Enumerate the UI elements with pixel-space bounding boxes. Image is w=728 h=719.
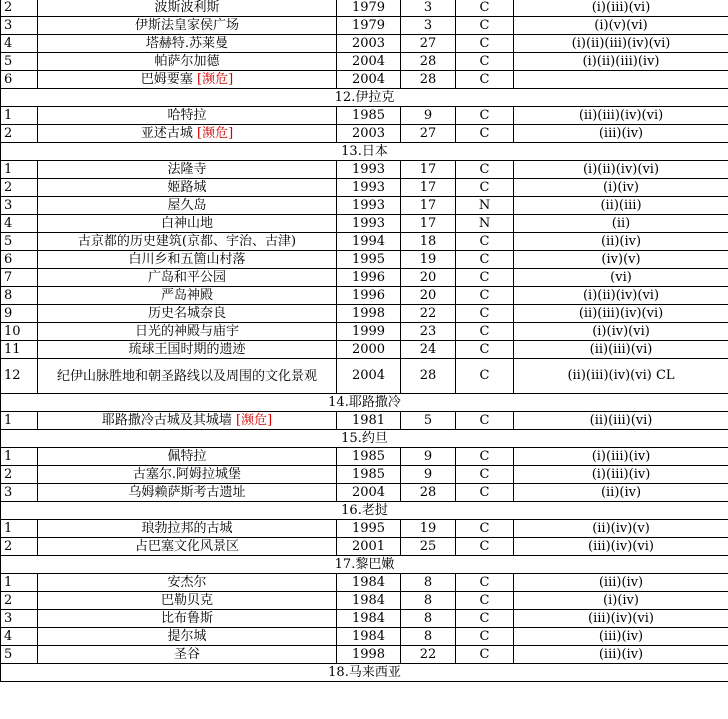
site-name-cell — [38, 161, 337, 179]
inscription-year: 1984 — [337, 592, 401, 610]
site-number: 1 — [1, 574, 38, 592]
site-name: 亚述古城 — [140, 125, 193, 141]
session-number: 28 — [401, 484, 456, 502]
site-name-cell — [38, 574, 337, 592]
inscription-year: 2004 — [337, 71, 401, 89]
country-section-title: 16.老挝 — [1, 502, 728, 520]
session-number: 3 — [401, 0, 456, 17]
criteria: (iv)(v) — [514, 251, 728, 269]
inscription-year: 1993 — [337, 161, 401, 179]
site-name: 琅勃拉邦的古城 — [141, 520, 233, 536]
site-type: C — [456, 287, 514, 305]
inscription-year: 1981 — [337, 412, 401, 430]
site-row — [1, 646, 728, 664]
inscription-year: 1996 — [337, 269, 401, 287]
inscription-year: 1979 — [337, 0, 401, 17]
site-row — [1, 323, 728, 341]
session-number: 22 — [401, 646, 456, 664]
criteria: (i)(ii)(iv)(vi) — [514, 161, 728, 179]
site-type: N — [456, 197, 514, 215]
site-row — [1, 161, 728, 179]
site-name: 姬路城 — [167, 179, 207, 195]
endangered-badge: [濒危] — [236, 412, 273, 428]
site-type: C — [456, 466, 514, 484]
site-type: C — [456, 71, 514, 89]
session-number: 8 — [401, 610, 456, 628]
site-number: 5 — [1, 53, 38, 71]
site-row — [1, 538, 728, 556]
criteria: (ii)(iii)(iv)(vi) — [514, 107, 728, 125]
country-section-title: 15.约旦 — [1, 430, 728, 448]
site-type: C — [456, 107, 514, 125]
session-number: 28 — [401, 53, 456, 71]
session-number: 25 — [401, 538, 456, 556]
session-number: 9 — [401, 107, 456, 125]
site-number: 2 — [1, 179, 38, 197]
session-number: 19 — [401, 251, 456, 269]
site-name-cell — [38, 125, 337, 143]
criteria: (ii)(iv) — [514, 484, 728, 502]
site-name-cell — [38, 287, 337, 305]
criteria: (i)(ii)(iii)(iv)(vi) — [514, 35, 728, 53]
site-number: 7 — [1, 269, 38, 287]
site-number: 4 — [1, 215, 38, 233]
session-number: 9 — [401, 466, 456, 484]
site-number: 2 — [1, 125, 38, 143]
session-number: 8 — [401, 592, 456, 610]
site-number: 1 — [1, 448, 38, 466]
criteria: (ii)(iii)(vi) — [514, 341, 728, 359]
site-number: 11 — [1, 341, 38, 359]
site-type: C — [456, 179, 514, 197]
country-section-title: 17.黎巴嫩 — [1, 556, 728, 574]
country-section-row — [1, 664, 728, 682]
site-name: 严岛神殿 — [160, 287, 213, 303]
site-type: C — [456, 448, 514, 466]
site-name-cell — [38, 538, 337, 556]
inscription-year: 2004 — [337, 53, 401, 71]
site-name: 佩特拉 — [167, 448, 207, 464]
session-number: 3 — [401, 17, 456, 35]
country-section-title: 13.日本 — [1, 143, 728, 161]
site-name: 伊斯法皇家侯广场 — [134, 17, 239, 33]
inscription-year: 2003 — [337, 35, 401, 53]
site-name: 巴勒贝克 — [160, 592, 213, 608]
site-name: 提尔城 — [167, 628, 207, 644]
site-name-cell — [38, 215, 337, 233]
site-name-cell — [38, 17, 337, 35]
session-number: 22 — [401, 305, 456, 323]
site-number: 6 — [1, 251, 38, 269]
site-number: 2 — [1, 538, 38, 556]
inscription-year: 2000 — [337, 341, 401, 359]
site-name-cell — [38, 448, 337, 466]
site-name-cell — [38, 484, 337, 502]
site-type: C — [456, 359, 514, 394]
site-number: 3 — [1, 17, 38, 35]
site-type: C — [456, 323, 514, 341]
inscription-year: 1993 — [337, 197, 401, 215]
site-row — [1, 574, 728, 592]
session-number: 5 — [401, 412, 456, 430]
inscription-year: 1985 — [337, 466, 401, 484]
site-type: C — [456, 520, 514, 538]
session-number: 9 — [401, 448, 456, 466]
site-name-cell — [38, 520, 337, 538]
site-name-cell — [38, 269, 337, 287]
site-type: C — [456, 646, 514, 664]
site-name-cell — [38, 610, 337, 628]
endangered-badge: [濒危] — [197, 125, 234, 141]
country-section-row — [1, 502, 728, 520]
country-section-row — [1, 143, 728, 161]
site-name: 安杰尔 — [167, 574, 207, 590]
site-row — [1, 359, 728, 394]
site-row — [1, 107, 728, 125]
site-row — [1, 17, 728, 35]
criteria: (vi) — [514, 269, 728, 287]
session-number: 24 — [401, 341, 456, 359]
site-type: C — [456, 53, 514, 71]
site-number: 2 — [1, 0, 38, 17]
criteria: (i)(v)(vi) — [514, 17, 728, 35]
site-type: C — [456, 538, 514, 556]
inscription-year: 1993 — [337, 215, 401, 233]
criteria: (ii)(iv)(v) — [514, 520, 728, 538]
inscription-year: 2004 — [337, 359, 401, 394]
site-row — [1, 287, 728, 305]
site-number: 3 — [1, 484, 38, 502]
site-name-cell — [38, 35, 337, 53]
site-row — [1, 610, 728, 628]
site-number: 4 — [1, 628, 38, 646]
site-number: 4 — [1, 35, 38, 53]
criteria: (i)(iv) — [514, 179, 728, 197]
session-number: 23 — [401, 323, 456, 341]
criteria: (i)(iii)(vi) — [514, 0, 728, 17]
site-number: 1 — [1, 161, 38, 179]
site-row — [1, 215, 728, 233]
country-section-title: 12.伊拉克 — [1, 89, 728, 107]
site-name: 哈特拉 — [167, 107, 207, 123]
site-number: 1 — [1, 520, 38, 538]
site-number: 9 — [1, 305, 38, 323]
site-name-cell — [38, 0, 337, 17]
inscription-year: 1985 — [337, 448, 401, 466]
criteria: (iii)(iv) — [514, 628, 728, 646]
inscription-year: 1979 — [337, 17, 401, 35]
country-section-row — [1, 394, 728, 412]
session-number: 27 — [401, 125, 456, 143]
inscription-year: 1995 — [337, 520, 401, 538]
site-number: 6 — [1, 71, 38, 89]
country-section-row — [1, 89, 728, 107]
site-row — [1, 628, 728, 646]
site-name: 古京都的历史建筑(京都、宇治、古津) — [77, 233, 297, 249]
site-name: 屋久岛 — [167, 197, 207, 213]
site-name-cell — [38, 71, 337, 89]
site-name-cell — [38, 412, 337, 430]
site-row — [1, 71, 728, 89]
inscription-year: 1998 — [337, 305, 401, 323]
inscription-year: 1993 — [337, 179, 401, 197]
criteria: (iii)(iv) — [514, 574, 728, 592]
session-number: 17 — [401, 197, 456, 215]
site-type: C — [456, 17, 514, 35]
site-name: 纪伊山脉胜地和朝圣路线以及周围的文化景观 — [56, 368, 317, 384]
site-name: 波斯波利斯 — [154, 0, 220, 15]
site-type: C — [456, 610, 514, 628]
site-name: 耶路撒冷古城及其城墙 — [101, 412, 232, 428]
criteria: (ii)(iii)(iv)(vi) — [514, 305, 728, 323]
site-number: 10 — [1, 323, 38, 341]
site-number: 2 — [1, 466, 38, 484]
site-name-cell — [38, 197, 337, 215]
criteria: (i)(iv)(vi) — [514, 323, 728, 341]
site-name: 塔赫特.苏莱曼 — [145, 35, 229, 51]
site-number: 5 — [1, 233, 38, 251]
site-name-cell — [38, 466, 337, 484]
site-name: 历史名城奈良 — [147, 305, 226, 321]
session-number: 8 — [401, 628, 456, 646]
criteria: (ii)(iv) — [514, 233, 728, 251]
site-type: C — [456, 0, 514, 17]
site-row — [1, 592, 728, 610]
country-section-row — [1, 430, 728, 448]
site-row — [1, 412, 728, 430]
site-row — [1, 125, 728, 143]
inscription-year: 1998 — [337, 646, 401, 664]
country-section-row — [1, 556, 728, 574]
criteria: (ii) — [514, 215, 728, 233]
session-number: 17 — [401, 215, 456, 233]
site-name: 占巴塞文化风景区 — [134, 538, 239, 554]
site-name: 日光的神殿与庙宇 — [134, 323, 239, 339]
criteria: (ii)(iii)(iv)(vi) CL — [514, 359, 728, 394]
inscription-year: 1995 — [337, 251, 401, 269]
inscription-year: 1984 — [337, 610, 401, 628]
site-number: 3 — [1, 610, 38, 628]
session-number: 27 — [401, 35, 456, 53]
site-name-cell — [38, 323, 337, 341]
inscription-year: 2003 — [337, 125, 401, 143]
site-number: 8 — [1, 287, 38, 305]
site-type: C — [456, 233, 514, 251]
site-row — [1, 179, 728, 197]
site-name: 琉球王国时期的遗迹 — [128, 341, 246, 357]
site-row — [1, 520, 728, 538]
site-row — [1, 53, 728, 71]
inscription-year: 1999 — [337, 323, 401, 341]
site-name: 帕萨尔加德 — [154, 53, 220, 69]
site-name-cell — [38, 53, 337, 71]
site-name: 圣谷 — [173, 646, 200, 662]
criteria: (i)(iii)(iv) — [514, 448, 728, 466]
inscription-year: 1984 — [337, 574, 401, 592]
criteria: (ii)(iii)(vi) — [514, 412, 728, 430]
site-name: 广岛和平公园 — [147, 269, 226, 285]
site-name-cell — [38, 592, 337, 610]
criteria: (i)(iii)(iv) — [514, 466, 728, 484]
endangered-badge: [濒危] — [197, 71, 234, 87]
site-type: N — [456, 215, 514, 233]
criteria — [514, 71, 728, 89]
session-number: 8 — [401, 574, 456, 592]
site-name-cell — [38, 107, 337, 125]
criteria: (i)(iv) — [514, 592, 728, 610]
site-name-cell — [38, 359, 337, 394]
site-type: C — [456, 628, 514, 646]
site-name: 乌姆赖萨斯考古遗址 — [128, 484, 246, 500]
heritage-table-body — [1, 0, 728, 682]
session-number: 19 — [401, 520, 456, 538]
site-type: C — [456, 269, 514, 287]
site-type: C — [456, 125, 514, 143]
session-number: 17 — [401, 179, 456, 197]
site-row — [1, 0, 728, 17]
inscription-year: 1984 — [337, 628, 401, 646]
site-type: C — [456, 341, 514, 359]
site-row — [1, 466, 728, 484]
site-type: C — [456, 35, 514, 53]
site-type: C — [456, 305, 514, 323]
inscription-year: 2004 — [337, 484, 401, 502]
site-number: 12 — [1, 359, 38, 394]
site-row — [1, 35, 728, 53]
session-number: 20 — [401, 287, 456, 305]
site-name-cell — [38, 341, 337, 359]
site-number: 1 — [1, 412, 38, 430]
session-number: 18 — [401, 233, 456, 251]
criteria: (i)(ii)(iv)(vi) — [514, 287, 728, 305]
site-row — [1, 251, 728, 269]
site-row — [1, 269, 728, 287]
country-section-title: 18.马来西亚 — [1, 664, 728, 682]
session-number: 17 — [401, 161, 456, 179]
site-type: C — [456, 412, 514, 430]
site-number: 1 — [1, 107, 38, 125]
inscription-year: 1996 — [337, 287, 401, 305]
criteria: (iii)(iv) — [514, 646, 728, 664]
session-number: 28 — [401, 359, 456, 394]
country-section-title: 14.耶路撒冷 — [1, 394, 728, 412]
site-type: C — [456, 251, 514, 269]
site-row — [1, 305, 728, 323]
site-name-cell — [38, 646, 337, 664]
site-name-cell — [38, 233, 337, 251]
site-row — [1, 233, 728, 251]
site-name: 白神山地 — [160, 215, 213, 231]
site-number: 5 — [1, 646, 38, 664]
site-name: 比布鲁斯 — [160, 610, 213, 626]
site-type: C — [456, 161, 514, 179]
site-name-cell — [38, 251, 337, 269]
site-name-cell — [38, 179, 337, 197]
inscription-year: 1994 — [337, 233, 401, 251]
site-row — [1, 484, 728, 502]
site-number: 2 — [1, 592, 38, 610]
site-type: C — [456, 592, 514, 610]
site-type: C — [456, 574, 514, 592]
inscription-year: 1985 — [337, 107, 401, 125]
site-name-cell — [38, 628, 337, 646]
criteria: (iii)(iv)(vi) — [514, 610, 728, 628]
site-name: 白川乡和五箇山村落 — [128, 251, 246, 267]
site-name-cell — [38, 305, 337, 323]
session-number: 28 — [401, 71, 456, 89]
session-number: 20 — [401, 269, 456, 287]
site-name: 巴姆要塞 — [140, 71, 193, 87]
site-name: 古塞尔.阿姆拉城堡 — [132, 466, 242, 482]
site-name: 法隆寺 — [167, 161, 207, 177]
criteria: (ii)(iii) — [514, 197, 728, 215]
site-row — [1, 448, 728, 466]
criteria: (i)(ii)(iii)(iv) — [514, 53, 728, 71]
inscription-year: 2001 — [337, 538, 401, 556]
site-row — [1, 197, 728, 215]
site-type: C — [456, 484, 514, 502]
site-number: 3 — [1, 197, 38, 215]
criteria: (iii)(iv) — [514, 125, 728, 143]
site-row — [1, 341, 728, 359]
criteria: (iii)(iv)(vi) — [514, 538, 728, 556]
